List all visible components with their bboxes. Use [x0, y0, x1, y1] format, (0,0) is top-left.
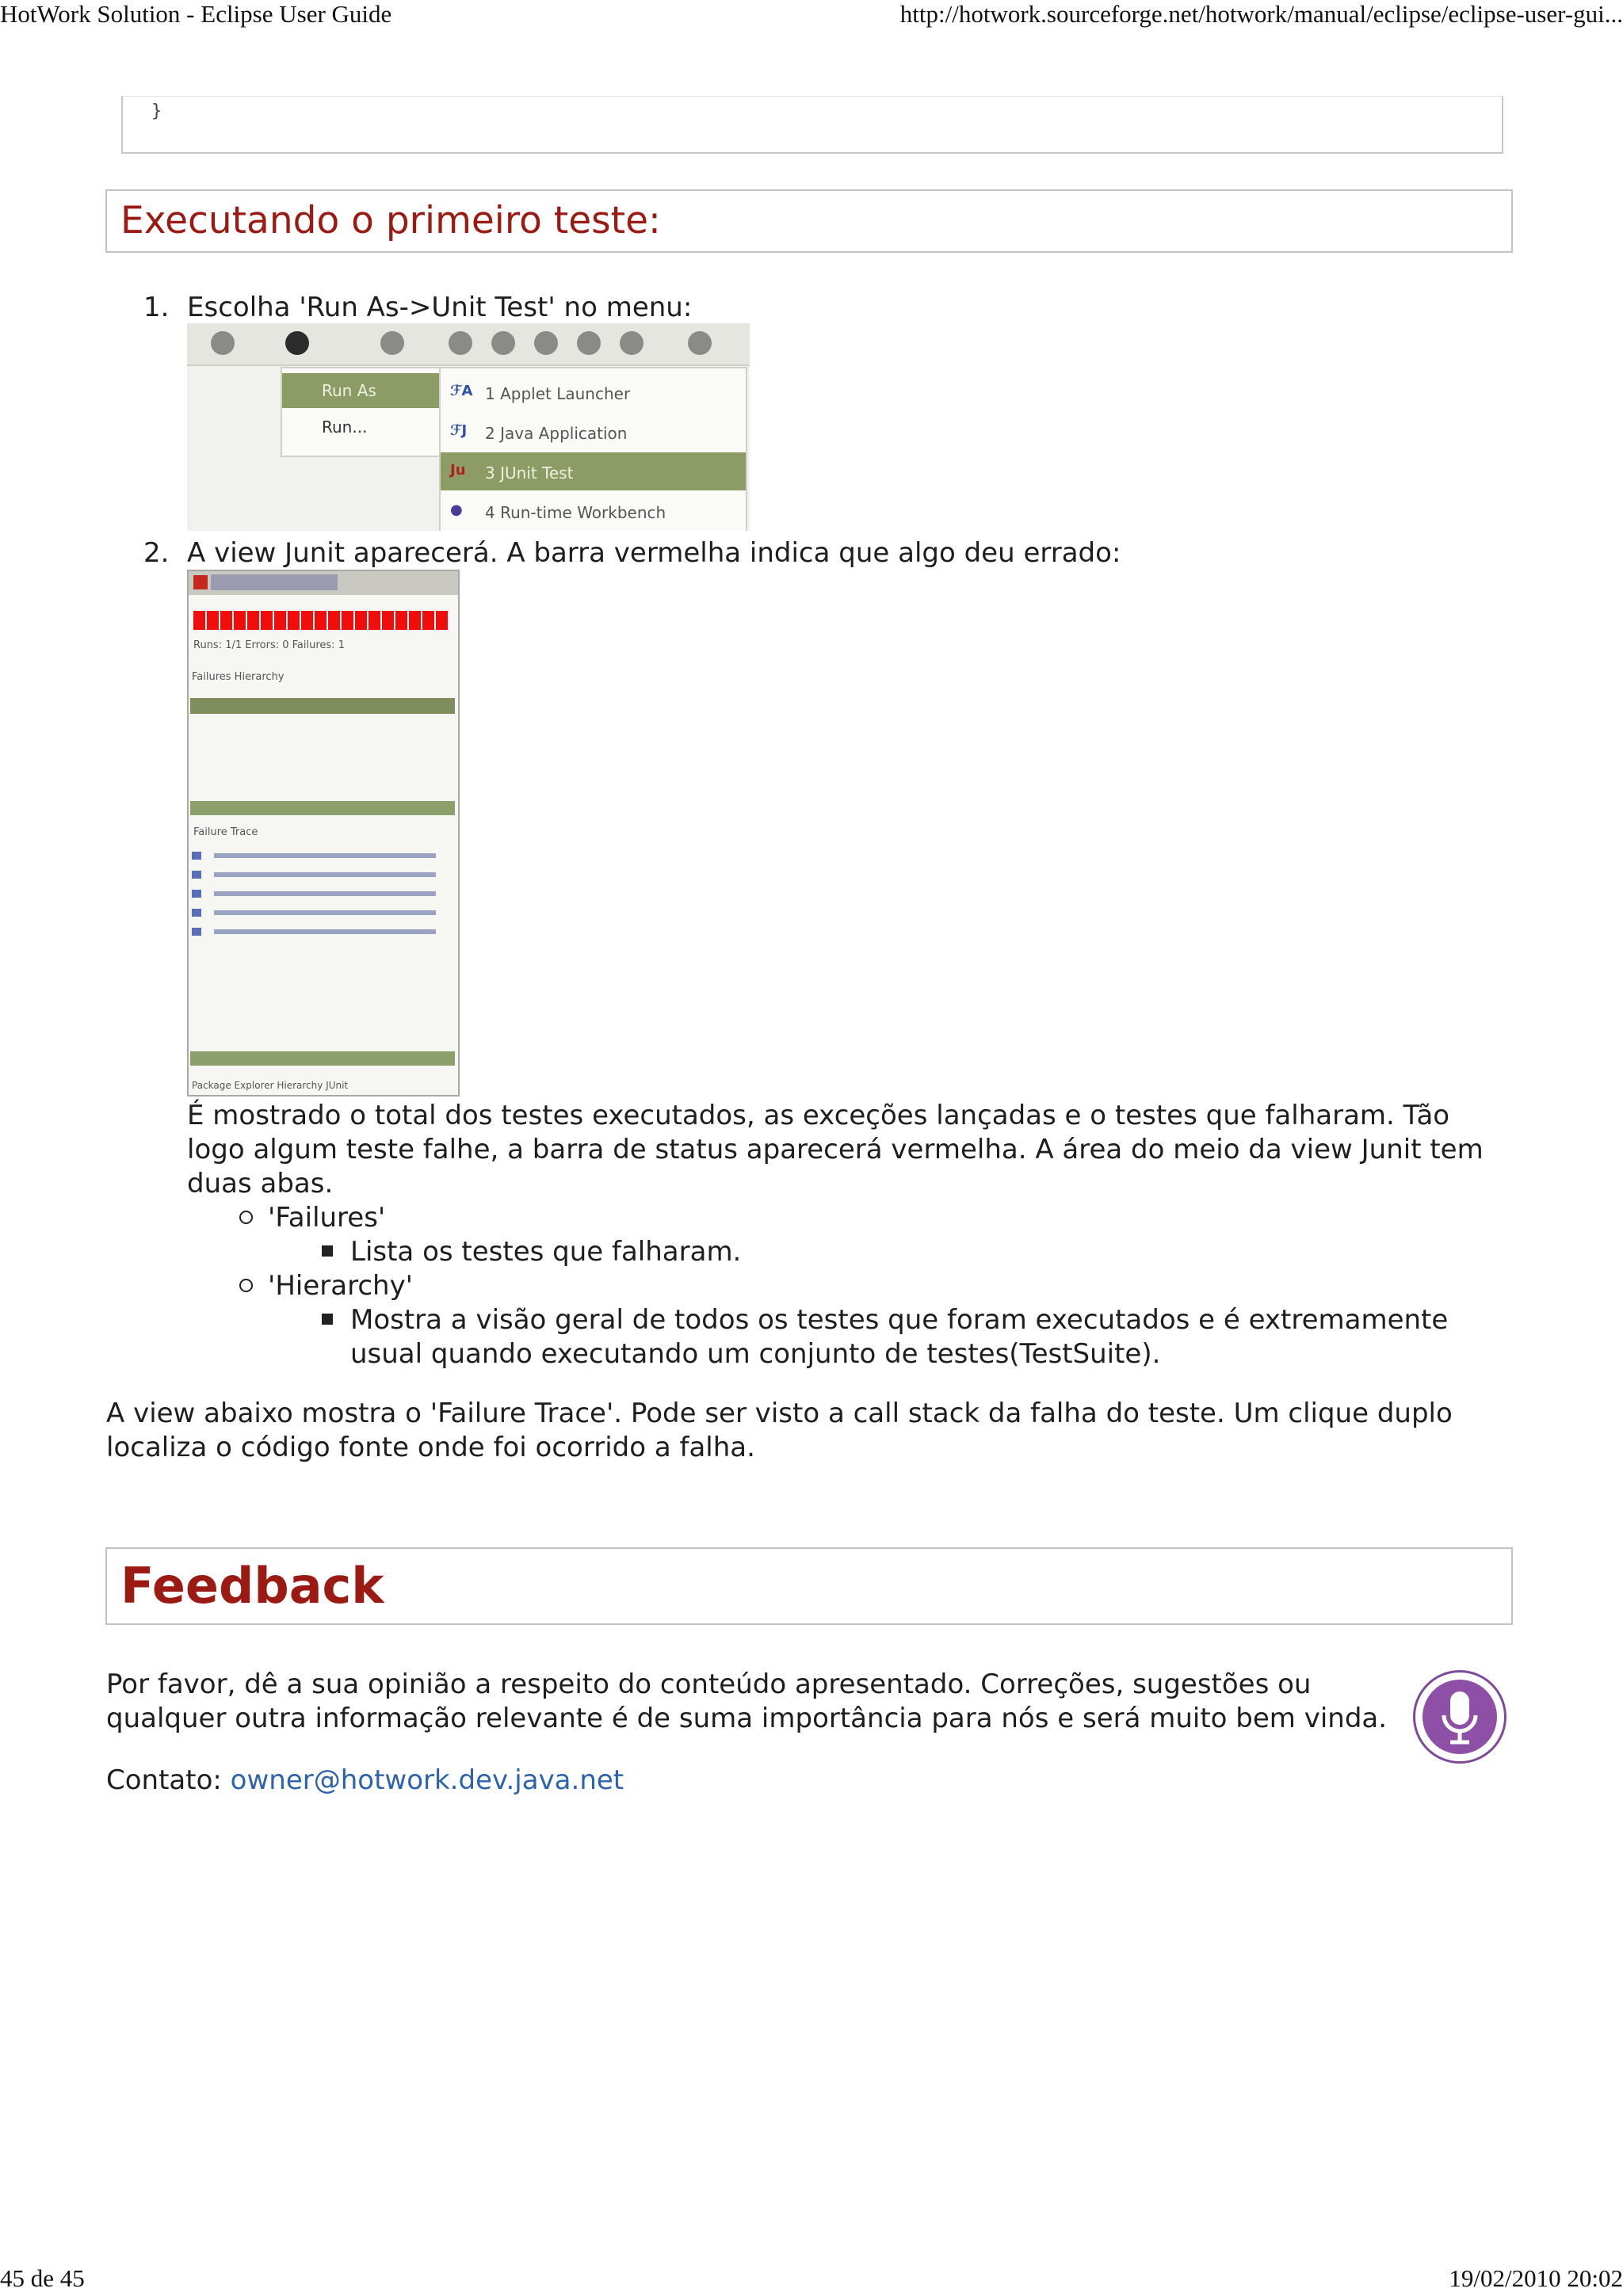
section-title-text: Feedback [120, 1557, 384, 1615]
step-text: Escolha 'Run As->Unit Test' no menu: [187, 292, 693, 323]
scrollbar[interactable] [190, 801, 455, 815]
contact-label: Contato: [106, 1764, 222, 1796]
tool-icon [620, 331, 643, 355]
junit-icon [193, 575, 208, 589]
workbench-icon: ● [450, 502, 463, 518]
circle-bullet-icon [239, 1279, 253, 1292]
paragraph-line: duas abas. [187, 1168, 334, 1199]
trace-line [192, 907, 453, 918]
applet-icon: ℱA [450, 383, 473, 399]
submenu-item-workbench[interactable]: ● 4 Run-time Workbench [450, 502, 666, 522]
circle-bullet-icon [239, 1211, 253, 1224]
run-menu [281, 367, 442, 457]
junit-tabs[interactable]: Failures Hierarchy [192, 671, 285, 683]
tab-name: 'Hierarchy' [268, 1270, 414, 1302]
square-bullet-icon [322, 1314, 333, 1325]
header-title: HotWork Solution - Eclipse User Guide [0, 0, 392, 28]
print-footer [0, 2264, 1623, 2296]
section-title-text: Executando o primeiro teste: [120, 199, 661, 242]
submenu-item-applet[interactable]: ℱA 1 Applet Launcher [450, 383, 631, 403]
java-icon: ℱJ [450, 422, 468, 439]
junit-title-bar [189, 571, 458, 595]
paragraph-line: A view abaixo mostra o 'Failure Trace'. Pode ser visto a call stack da falha do teste. Um clique duplo [106, 1398, 1453, 1429]
trace-line [192, 869, 453, 880]
step-number: 2. [143, 537, 170, 569]
run-stats: Runs: 1/1 Errors: 0 Failures: 1 [193, 639, 345, 651]
tab-name: 'Failures' [268, 1202, 386, 1234]
tab-description: usual quando executando um conjunto de testes(TestSuite). [350, 1338, 1161, 1370]
run-as-submenu [439, 367, 747, 531]
toolbar [187, 323, 750, 366]
paragraph-line: É mostrado o total dos testes executados, as exceções lançadas e o testes que falharam. Tão [187, 1100, 1450, 1131]
tool-icon [491, 331, 515, 355]
contact-line [106, 1764, 624, 1798]
print-date: 19/02/2010 20:02 [1449, 2264, 1623, 2292]
paragraph-line: Por favor, dê a sua opinião a respeito do conteúdo apresentado. Correções, sugestões ou [106, 1669, 1312, 1700]
page-number: 45 de 45 [0, 2264, 85, 2292]
view-tabs[interactable]: Package Explorer Hierarchy JUnit [192, 1080, 349, 1091]
paragraph-line: localiza o código fonte onde foi ocorrido a falha. [106, 1432, 755, 1463]
contact-email-link[interactable]: owner@hotwork.dev.java.net [230, 1764, 624, 1796]
tab-description: Lista os testes que falharam. [350, 1236, 742, 1268]
menu-item-run-as[interactable]: Run As [282, 373, 441, 408]
gear-icon [211, 331, 235, 355]
paragraph-line: qualquer outra informação relevante é de suma importância para nós e será muito bem vinda. [106, 1703, 1388, 1734]
junit-view-screenshot [187, 570, 460, 1097]
tab-description: Mostra a visão geral de todos os testes que foram executados e é extremamente [350, 1304, 1449, 1336]
code-box [121, 96, 1503, 154]
header-url: http://hotwork.sourceforge.net/hotwork/manual/eclipse/eclipse-user-gui... [899, 0, 1623, 28]
failure-status-bar [193, 611, 449, 630]
search-icon [380, 331, 404, 355]
step-text: A view Junit aparecerá. A barra vermelha indica que algo deu errado: [187, 537, 1121, 569]
section-title-feedback [105, 1547, 1513, 1625]
step-number: 1. [143, 292, 170, 323]
menu-item-run[interactable]: Run... [322, 418, 368, 437]
microphone-icon [1413, 1670, 1507, 1764]
selected-failure-row[interactable] [190, 698, 455, 714]
failure-trace-label: Failure Trace [193, 826, 258, 838]
square-bullet-icon [322, 1245, 333, 1257]
submenu-item-java-app[interactable]: ℱJ 2 Java Application [450, 422, 628, 443]
tool-icon [534, 331, 558, 355]
trace-line [192, 850, 453, 861]
tool-icon [449, 331, 472, 355]
run-icon [285, 331, 309, 355]
tool-icon [577, 331, 601, 355]
pin-icon [688, 331, 712, 355]
junit-tab[interactable] [211, 574, 338, 590]
trace-line [192, 888, 453, 899]
paragraph-line: logo algum teste falhe, a barra de status aparecerá vermelha. A área do meio da view Junit tem [187, 1134, 1484, 1165]
scrollbar[interactable] [190, 1051, 455, 1066]
section-title-first-test [105, 189, 1513, 253]
code-text: } [151, 101, 162, 121]
run-as-menu-screenshot [187, 323, 750, 531]
submenu-item-junit-test[interactable]: Ju 3 JUnit Test [441, 452, 746, 490]
print-header [0, 0, 1623, 32]
trace-line [192, 926, 453, 937]
junit-icon: Ju [450, 462, 466, 479]
